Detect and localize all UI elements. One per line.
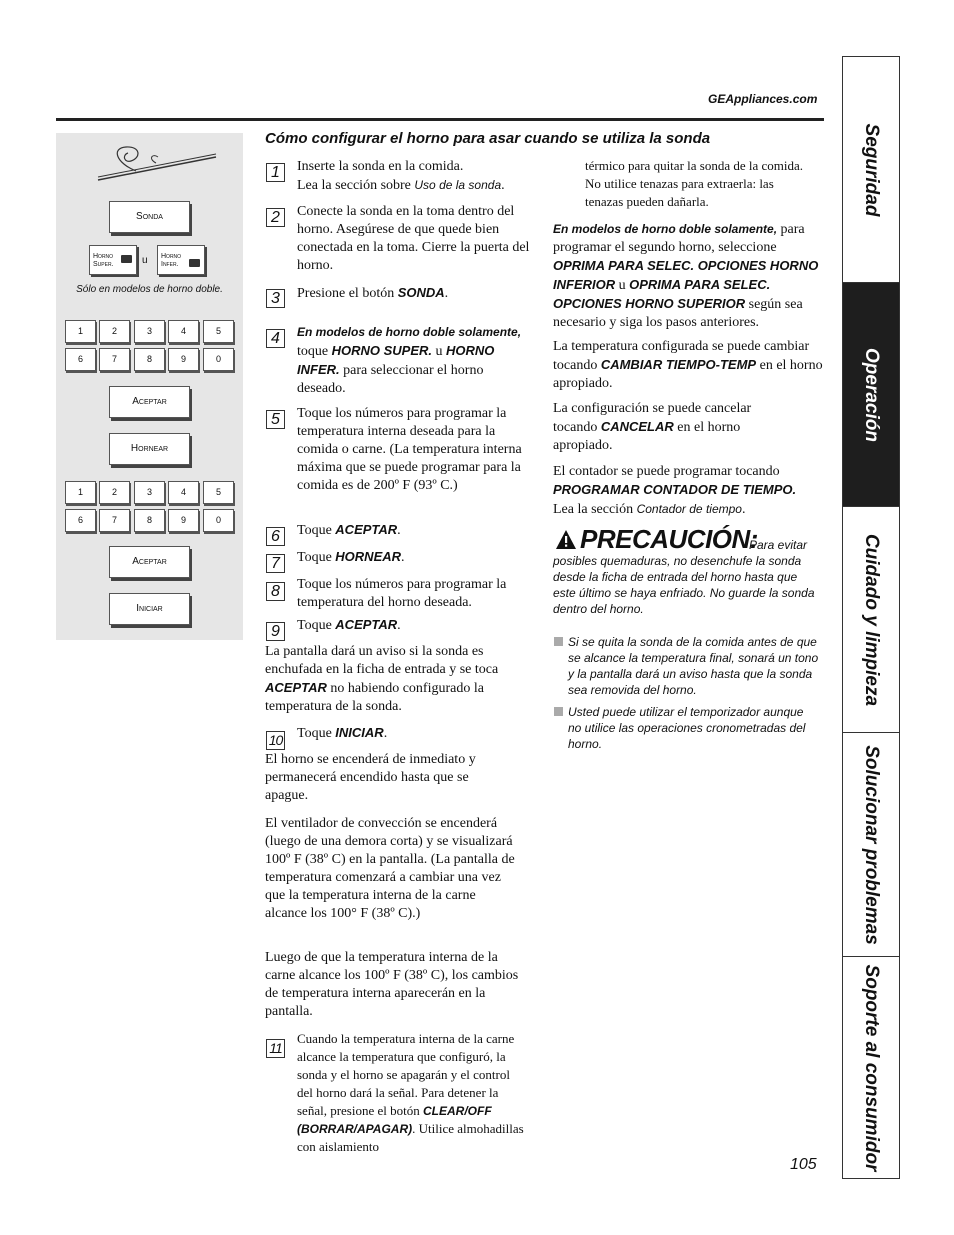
step-8-text: Toque los números para programar la temperatura del horno deseada. bbox=[297, 577, 507, 610]
oven-indicator-icon bbox=[189, 259, 200, 267]
bullet-icon bbox=[554, 707, 563, 716]
key-2[interactable]: 2 bbox=[99, 481, 130, 504]
sonda-button[interactable]: Sonda bbox=[109, 201, 190, 233]
step-number: 5 bbox=[266, 410, 285, 429]
step-6-text: Toque ACEPTAR. bbox=[297, 522, 401, 538]
caution-bullet-2: Usted puede utilizar el temporizador aunque no utilice las operaciones cronometradas del horno. bbox=[568, 705, 806, 751]
site-header: GEAppliances.com bbox=[708, 92, 818, 106]
key-4[interactable]: 4 bbox=[168, 320, 199, 343]
step-2-text: Conecte la sonda en la toma dentro del horno. Asegúrese de que quede bien conectada en la toma. Cierre la puerta del horno. bbox=[297, 204, 530, 273]
probe-icon bbox=[96, 143, 221, 183]
caution-bullet-1: Si se quita la sonda de la comida antes de que se alcance la temperatura final, sonará un tono y la pantalla dará un aviso hasta que la sonda sea removida del horno. bbox=[568, 635, 819, 697]
key-5[interactable]: 5 bbox=[203, 320, 234, 343]
double-oven-note: Sólo en modelos de horno doble. bbox=[76, 284, 223, 295]
aceptar-button[interactable]: Aceptar bbox=[109, 386, 190, 418]
side-tabs bbox=[842, 56, 900, 1179]
step-number: 4 bbox=[266, 329, 285, 348]
step-number: 3 bbox=[266, 289, 285, 308]
step-1-text: Inserte la sonda en la comida. Lea la sección sobre Uso de la sonda. bbox=[297, 159, 505, 193]
caution-title: PRECAUCIÓN: bbox=[580, 524, 758, 554]
oven-indicator-icon bbox=[121, 255, 132, 263]
step-9-text: Toque ACEPTAR. bbox=[297, 617, 401, 633]
key-1[interactable]: 1 bbox=[65, 320, 96, 343]
step-10-note-1: El horno se encenderá de inmediato y permanecerá encendido hasta que se apague. bbox=[265, 752, 476, 803]
caution-body: Para evitar posibles quemaduras, no desenchufe la sonda desde la ficha de entrada del horno hasta que este último se haya enfriado. No guarde la sonda dentro del horno. bbox=[553, 538, 815, 616]
step-number: 1 bbox=[266, 163, 285, 182]
step-number: 8 bbox=[266, 582, 285, 601]
step-number: 7 bbox=[266, 554, 285, 573]
header-rule bbox=[56, 118, 824, 121]
step-10-note-2: El ventilador de convección se encenderá (luego de una demora corta) y se visualizará 100º F (38º C) en la pantalla. (La pantalla de temperatura comenzará a cambiar una vez que la temperatura interna de la carne alcance los 100° F (38º C).) bbox=[265, 816, 515, 921]
step-3-text: Presione el botón SONDA. bbox=[297, 285, 449, 301]
step-4-text: En modelos de horno doble solamente, toque HORNO SUPER. u HORNO INFER. para seleccionar el horno deseado. bbox=[297, 325, 522, 396]
iniciar-button[interactable]: Iniciar bbox=[109, 593, 190, 625]
key-9[interactable]: 9 bbox=[168, 348, 199, 371]
or-separator: u bbox=[142, 255, 148, 266]
step-number: 6 bbox=[266, 527, 285, 546]
key-4[interactable]: 4 bbox=[168, 481, 199, 504]
tab-soporte-consumidor[interactable]: Soporte al consumidor bbox=[861, 964, 882, 1171]
section-title: Cómo configurar el horno para asar cuando se utiliza la sonda bbox=[265, 130, 711, 147]
tab-solucionar-problemas[interactable]: Solucionar problemas bbox=[843, 733, 899, 957]
step-10-note-3: Luego de que la temperatura interna de la carne alcance los 100º F (38º C), los cambios de temperatura interna aparecerán en la pantalla. bbox=[265, 950, 519, 1019]
step-number: 11 bbox=[266, 1039, 285, 1058]
cancel-text: La configuración se puede cancelar tocando CANCELAR en el horno apropiado. bbox=[553, 401, 752, 453]
key-3[interactable]: 3 bbox=[134, 320, 165, 343]
horno-infer-button[interactable]: Horno Infer. bbox=[157, 245, 205, 275]
bullet-icon bbox=[554, 637, 563, 646]
hornear-button[interactable]: Hornear bbox=[109, 433, 190, 465]
key-7[interactable]: 7 bbox=[99, 348, 130, 371]
key-3[interactable]: 3 bbox=[134, 481, 165, 504]
key-7[interactable]: 7 bbox=[99, 509, 130, 532]
step-5-text: Toque los números para programar la temperatura interna deseada para la comida o carne. (La temperatura interna máxima que se puede programar para la comida es de 200º F (93º C.) bbox=[297, 406, 522, 493]
key-0[interactable]: 0 bbox=[203, 348, 234, 371]
key-8[interactable]: 8 bbox=[134, 348, 165, 371]
key-2[interactable]: 2 bbox=[99, 320, 130, 343]
step-10-text: Toque INICIAR. bbox=[297, 725, 388, 741]
key-8[interactable]: 8 bbox=[134, 509, 165, 532]
tab-seguridad[interactable]: Seguridad bbox=[843, 57, 899, 283]
key-5[interactable]: 5 bbox=[203, 481, 234, 504]
page-number: 105 bbox=[790, 1156, 817, 1173]
step-9-note: La pantalla dará un aviso si la sonda es enchufada en la ficha de entrada y se toca ACEPTAR no habiendo configurado la temperatura de la sonda. bbox=[265, 644, 499, 714]
key-6[interactable]: 6 bbox=[65, 509, 96, 532]
horno-super-button[interactable]: Horno Super. bbox=[89, 245, 137, 275]
double-oven-note-text: En modelos de horno doble solamente, para programar el segundo horno, seleccione OPRIMA PARA SELEC. OPCIONES HORNO INFERIOR u OPRIMA PARA SELEC. OPCIONES HORNO SUPERIOR según sea necesario y siga los pasos anteriores. bbox=[553, 222, 819, 330]
key-9[interactable]: 9 bbox=[168, 509, 199, 532]
aceptar-button[interactable]: Aceptar bbox=[109, 546, 190, 578]
step-number: 9 bbox=[266, 622, 285, 641]
change-temp-text: La temperatura configurada se puede cambiar tocando CAMBIAR TIEMPO-TEMP en el horno apropiado. bbox=[553, 339, 823, 391]
timer-text: El contador se puede programar tocando PROGRAMAR CONTADOR DE TIEMPO. Lea la sección Contador de tiempo. bbox=[553, 464, 797, 517]
step-11-text: Cuando la temperatura interna de la carne alcance la temperatura que configuró, la sonda y el horno se apagarán y el control del horno dará la señal. Para detener la señal, presione el botón CLEAR/OFF (BORRAR/APAGAR). Utilice almohadillas con aislamiento bbox=[297, 1031, 524, 1154]
key-6[interactable]: 6 bbox=[65, 348, 96, 371]
step-11-continued: térmico para quitar la sonda de la comida. No utilice tenazas para extraerla: las tenazas pueden dañarla. bbox=[585, 158, 804, 209]
step-7-text: Toque HORNEAR. bbox=[297, 549, 405, 565]
tab-operacion[interactable]: Operación bbox=[843, 283, 899, 507]
tab-cuidado-limpieza[interactable]: Cuidado y limpieza bbox=[843, 507, 899, 733]
step-number: 2 bbox=[266, 208, 285, 227]
control-panel-illustration bbox=[56, 133, 243, 640]
step-number: 10 bbox=[266, 731, 285, 750]
key-1[interactable]: 1 bbox=[65, 481, 96, 504]
key-0[interactable]: 0 bbox=[203, 509, 234, 532]
